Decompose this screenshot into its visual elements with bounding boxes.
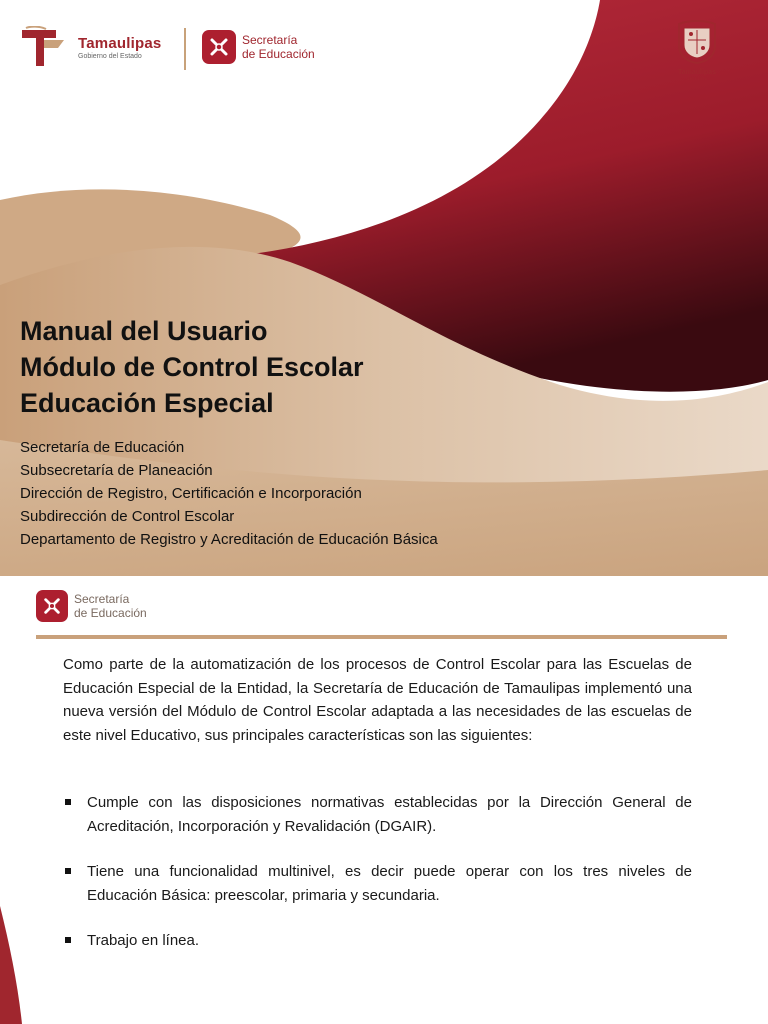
- list-item-text: Trabajo en línea.: [87, 932, 200, 949]
- list-item: [63, 791, 692, 838]
- secretaria-line1: Secretaría: [74, 592, 130, 606]
- title-line-1: Manual del Usuario: [20, 316, 268, 346]
- header-rule: [36, 635, 727, 639]
- bullet-square-icon: [65, 937, 71, 943]
- title-line-2: Módulo de Control Escolar: [20, 352, 364, 382]
- list-item-text: Cumple con las disposiciones normativas establecidas por la Dirección General de Acreditación, Incorporación y Revalidación (DGAIR).: [87, 794, 692, 835]
- department-line: Departamento de Registro y Acreditación de Educación Básica: [20, 531, 438, 548]
- title-line-3: Educación Especial: [20, 388, 274, 418]
- secretaria-line1: Secretaría: [242, 33, 298, 47]
- list-item-text: Tiene una funcionalidad multinivel, es decir puede operar con los tres niveles de Educación Básica: preescolar, primaria y secundaria.: [87, 863, 692, 904]
- department-line: Secretaría de Educación: [20, 439, 185, 456]
- bullet-square-icon: [65, 868, 71, 874]
- document-title: [20, 313, 364, 421]
- features-list: [63, 791, 692, 975]
- secretaria-logo: [202, 30, 315, 64]
- tamaulipas-name: Tamaulipas: [78, 35, 162, 52]
- bullet-square-icon: [65, 799, 71, 805]
- tamaulipas-subtitle: Gobierno del Estado: [78, 53, 142, 60]
- department-list: [20, 436, 438, 551]
- secretaria-line2: de Educación: [74, 606, 147, 620]
- crest-caption: Tamaulipas: [678, 69, 716, 76]
- tamaulipas-emblem-icon: [20, 26, 76, 70]
- intro-paragraph: Como parte de la automatización de los procesos de Control Escolar para las Escuelas de Educación Especial de la Entidad, la Secretaría de Educación de Tamaulipas implementó una nueva versión del Módulo de Control Escolar adaptada a las necesidades de las escuelas de este nivel Educativo, sus principales características son las siguientes:: [63, 656, 692, 744]
- list-item: [63, 929, 692, 953]
- secretaria-badge-icon: [202, 30, 236, 64]
- department-line: Dirección de Registro, Certificación e Incorporación: [20, 485, 362, 502]
- crest-years: 1824-1924: [687, 76, 707, 81]
- coat-of-arms-icon: [676, 18, 718, 64]
- state-crest: [670, 18, 724, 81]
- tamaulipas-logo: [20, 26, 161, 70]
- secretaria-badge-icon: [36, 590, 68, 622]
- secretaria-line2: de Educación: [242, 47, 315, 61]
- logo-divider: [184, 28, 186, 70]
- secretaria-logo-small: [36, 590, 147, 622]
- department-line: Subsecretaría de Planeación: [20, 462, 213, 479]
- list-item: [63, 860, 692, 907]
- intro-slide: [0, 576, 768, 1024]
- department-line: Subdirección de Control Escolar: [20, 508, 235, 525]
